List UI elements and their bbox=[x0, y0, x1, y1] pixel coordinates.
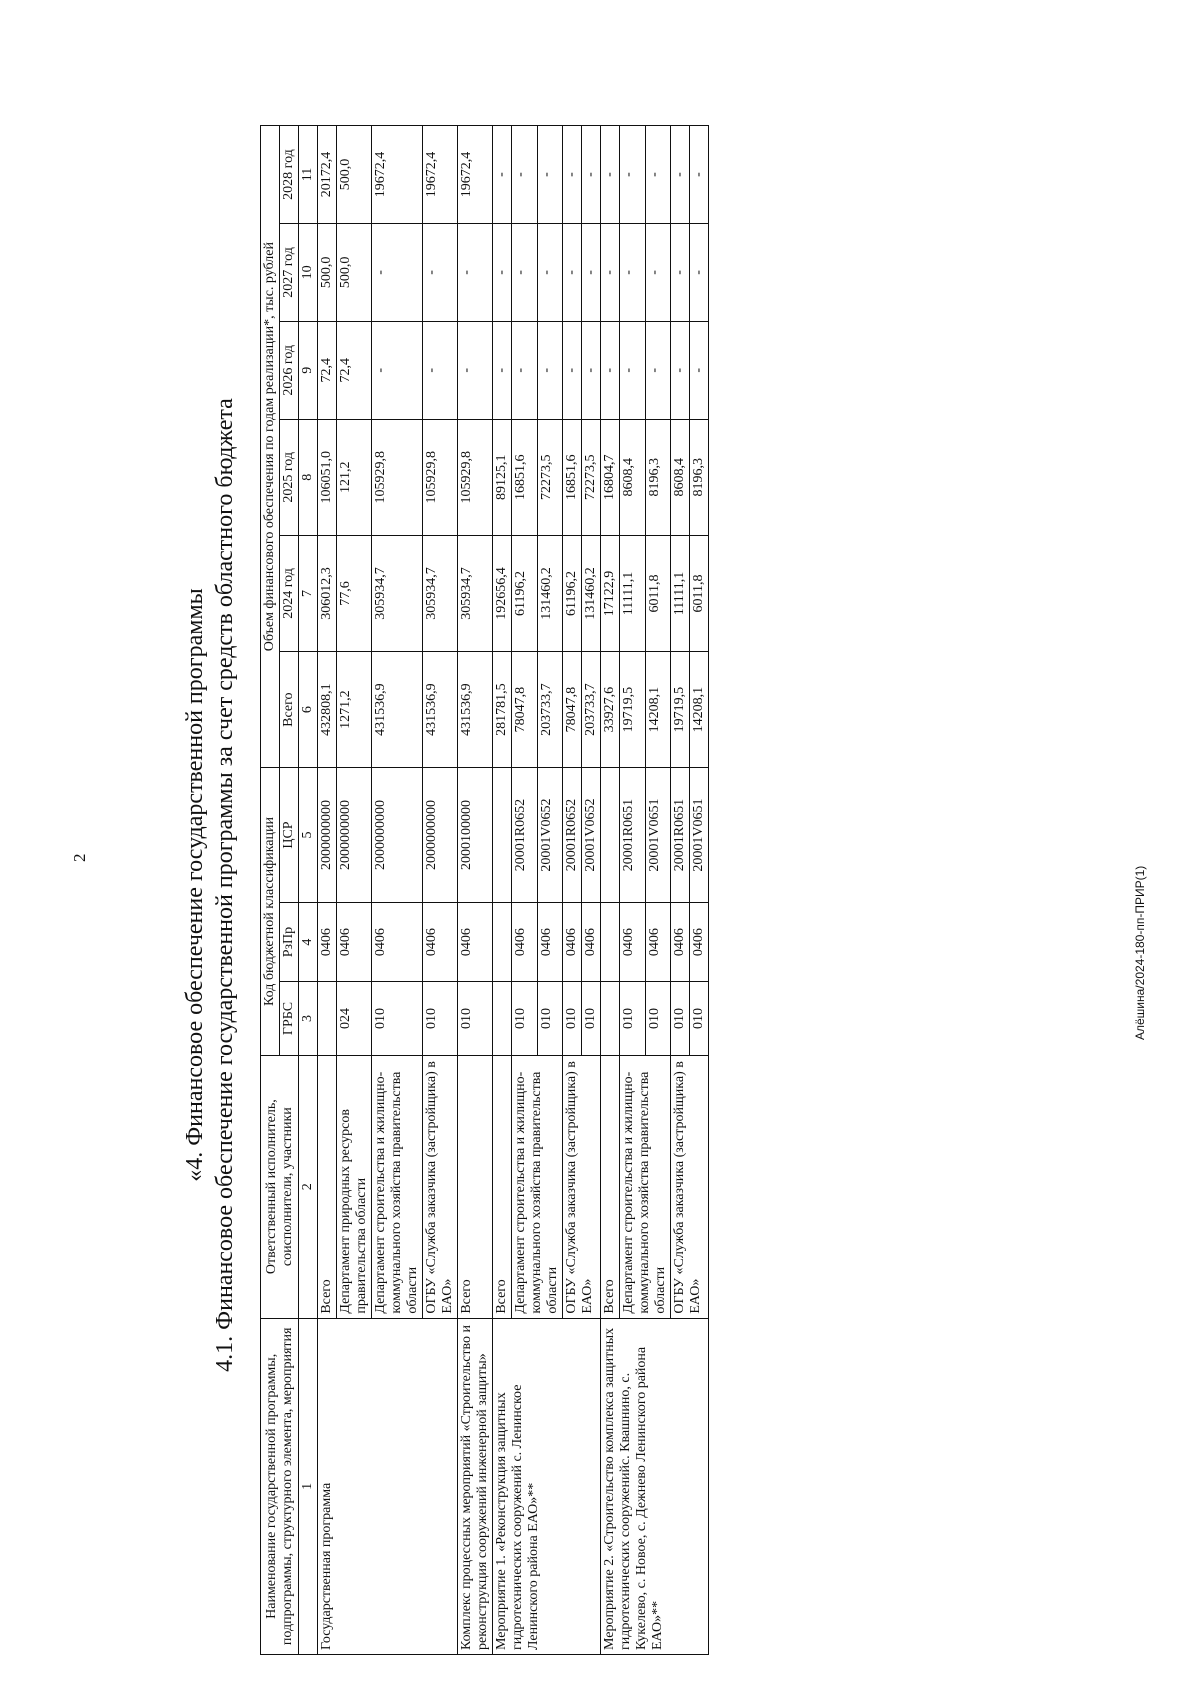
table-row bbox=[318, 126, 337, 1655]
csr-cell bbox=[493, 768, 512, 903]
y2028-cell: - bbox=[620, 126, 646, 224]
document-code: Алёшина/2024-180-пп-ПРИР(1) bbox=[1133, 865, 1147, 1040]
page-number: 2 bbox=[70, 853, 89, 862]
grbs-cell bbox=[318, 982, 337, 1055]
col-number: 6 bbox=[299, 652, 318, 768]
header-volume: Объем финансового обеспечения по годам реализации*, тыс. рублей bbox=[261, 126, 280, 768]
csr-cell: 2000000000 bbox=[372, 768, 423, 903]
grbs-cell: 010 bbox=[458, 982, 493, 1055]
y2026-cell: - bbox=[601, 321, 620, 419]
total-cell: 14208,1 bbox=[690, 652, 709, 768]
responsible-cell: Всего bbox=[601, 1055, 620, 1318]
header-2028: 2028 год bbox=[280, 126, 299, 224]
y2025-cell: 89125,1 bbox=[493, 419, 512, 535]
csr-cell: 20001R0652 bbox=[512, 768, 538, 903]
y2024-cell: 17122,9 bbox=[601, 535, 620, 651]
header-2024: 2024 год bbox=[280, 535, 299, 651]
csr-cell: 2000000000 bbox=[337, 768, 372, 903]
y2024-cell: 61196,2 bbox=[563, 535, 582, 651]
y2025-cell: 105929,8 bbox=[458, 419, 493, 535]
y2028-cell: - bbox=[582, 126, 601, 224]
header-budget-code: Код бюджетной классификации bbox=[261, 768, 280, 1055]
total-cell: 281781,5 bbox=[493, 652, 512, 768]
y2027-cell: - bbox=[493, 224, 512, 322]
y2025-cell: 8196,3 bbox=[690, 419, 709, 535]
rzpr-cell: 0406 bbox=[512, 902, 538, 982]
rzpr-cell: 0406 bbox=[620, 902, 646, 982]
y2028-cell: - bbox=[563, 126, 582, 224]
y2027-cell: - bbox=[372, 224, 423, 322]
y2027-cell: - bbox=[601, 224, 620, 322]
y2025-cell: 105929,8 bbox=[372, 419, 423, 535]
y2026-cell: 72,4 bbox=[318, 321, 337, 419]
csr-cell: 2000100000 bbox=[458, 768, 493, 903]
grbs-cell: 010 bbox=[512, 982, 538, 1055]
y2024-cell: 131460,2 bbox=[537, 535, 563, 651]
rzpr-cell: 0406 bbox=[582, 902, 601, 982]
rotated-content bbox=[180, 115, 1120, 1655]
header-2025: 2025 год bbox=[280, 419, 299, 535]
table-row bbox=[493, 126, 512, 1655]
y2027-cell: - bbox=[458, 224, 493, 322]
header-2027: 2027 год bbox=[280, 224, 299, 322]
y2027-cell: - bbox=[645, 224, 671, 322]
grbs-cell: 010 bbox=[620, 982, 646, 1055]
total-cell: 19719,5 bbox=[671, 652, 690, 768]
grbs-cell: 010 bbox=[645, 982, 671, 1055]
y2027-cell: - bbox=[620, 224, 646, 322]
section-title: «4. Финансовое обеспечение государственной программы bbox=[182, 588, 208, 1182]
grbs-cell: 010 bbox=[372, 982, 423, 1055]
responsible-cell: ОГБУ «Служба заказчика (застройщика) в ЕАО» bbox=[423, 1055, 458, 1318]
measure-1-name-cell: Мероприятие 1. «Реконструкция защитных гидротехнических сооружений с. Ленинское Ленинского района ЕАО»** bbox=[493, 1318, 601, 1654]
y2027-cell: - bbox=[512, 224, 538, 322]
y2025-cell: 16804,7 bbox=[601, 419, 620, 535]
y2025-cell: 105929,8 bbox=[423, 419, 458, 535]
y2025-cell: 8608,4 bbox=[620, 419, 646, 535]
program-name-cell: Государственная программа bbox=[318, 1318, 458, 1654]
financing-table bbox=[260, 125, 709, 1655]
y2028-cell: - bbox=[645, 126, 671, 224]
total-cell: 78047,8 bbox=[512, 652, 538, 768]
total-cell: 203733,7 bbox=[537, 652, 563, 768]
responsible-cell: Всего bbox=[493, 1055, 512, 1318]
header-2026: 2026 год bbox=[280, 321, 299, 419]
responsible-cell: ОГБУ «Служба заказчика (застройщика) в ЕАО» bbox=[563, 1055, 601, 1318]
y2024-cell: 61196,2 bbox=[512, 535, 538, 651]
table-row bbox=[601, 126, 620, 1655]
y2026-cell: - bbox=[512, 321, 538, 419]
column-number-row bbox=[299, 126, 318, 1655]
csr-cell bbox=[601, 768, 620, 903]
y2024-cell: 77,6 bbox=[337, 535, 372, 651]
y2027-cell: 500,0 bbox=[318, 224, 337, 322]
total-cell: 19719,5 bbox=[620, 652, 646, 768]
y2025-cell: 8196,3 bbox=[645, 419, 671, 535]
rzpr-cell: 0406 bbox=[563, 902, 582, 982]
y2024-cell: 131460,2 bbox=[582, 535, 601, 651]
col-number: 1 bbox=[299, 1318, 318, 1654]
total-cell: 203733,7 bbox=[582, 652, 601, 768]
rzpr-cell bbox=[601, 902, 620, 982]
responsible-cell: Департамент строительства и жилищно-коммунального хозяйства правительства области bbox=[512, 1055, 563, 1318]
header-name: Наименование государственной программы, подпрограммы, структурного элемента, мероприятия bbox=[261, 1318, 299, 1654]
y2026-cell: - bbox=[372, 321, 423, 419]
complex-name-cell: Комплекс процессных мероприятий «Строительство и реконструкция сооружений инженерной защиты» bbox=[458, 1318, 493, 1654]
rzpr-cell: 0406 bbox=[537, 902, 563, 982]
y2025-cell: 72273,5 bbox=[537, 419, 563, 535]
y2024-cell: 305934,7 bbox=[458, 535, 493, 651]
y2028-cell: - bbox=[493, 126, 512, 224]
y2026-cell: - bbox=[458, 321, 493, 419]
section-subtitle: 4.1. Финансовое обеспечение государственной программы за счет средств областного бюджета bbox=[212, 398, 238, 1372]
rzpr-cell bbox=[493, 902, 512, 982]
y2025-cell: 106051,0 bbox=[318, 419, 337, 535]
y2028-cell: - bbox=[671, 126, 690, 224]
total-cell: 431536,9 bbox=[372, 652, 423, 768]
total-cell: 1271,2 bbox=[337, 652, 372, 768]
y2024-cell: 305934,7 bbox=[372, 535, 423, 651]
y2026-cell: - bbox=[493, 321, 512, 419]
grbs-cell: 010 bbox=[563, 982, 582, 1055]
rzpr-cell: 0406 bbox=[645, 902, 671, 982]
responsible-cell: Всего bbox=[458, 1055, 493, 1318]
total-cell: 431536,9 bbox=[423, 652, 458, 768]
col-number: 7 bbox=[299, 535, 318, 651]
y2028-cell: - bbox=[512, 126, 538, 224]
y2027-cell: 500,0 bbox=[337, 224, 372, 322]
grbs-cell bbox=[601, 982, 620, 1055]
col-number: 2 bbox=[299, 1055, 318, 1318]
rzpr-cell: 0406 bbox=[458, 902, 493, 982]
responsible-cell: Департамент строительства и жилищно-коммунального хозяйства правительства области bbox=[620, 1055, 671, 1318]
grbs-cell: 010 bbox=[423, 982, 458, 1055]
csr-cell: 20001R0651 bbox=[671, 768, 690, 903]
col-number: 9 bbox=[299, 321, 318, 419]
y2025-cell: 121,2 bbox=[337, 419, 372, 535]
grbs-cell bbox=[493, 982, 512, 1055]
y2026-cell: - bbox=[537, 321, 563, 419]
table-row bbox=[458, 126, 493, 1655]
col-number: 11 bbox=[299, 126, 318, 224]
y2026-cell: - bbox=[423, 321, 458, 419]
y2028-cell: - bbox=[601, 126, 620, 224]
responsible-cell: ОГБУ «Служба заказчика (застройщика) в ЕАО» bbox=[671, 1055, 709, 1318]
y2028-cell: 19672,4 bbox=[458, 126, 493, 224]
responsible-cell: Департамент природных ресурсов правительства области bbox=[337, 1055, 372, 1318]
y2026-cell: - bbox=[690, 321, 709, 419]
y2024-cell: 11111,1 bbox=[671, 535, 690, 651]
total-cell: 33927,6 bbox=[601, 652, 620, 768]
col-number: 3 bbox=[299, 982, 318, 1055]
y2026-cell: - bbox=[645, 321, 671, 419]
rzpr-cell: 0406 bbox=[690, 902, 709, 982]
col-number: 10 bbox=[299, 224, 318, 322]
header-rzpr: РзПр bbox=[280, 902, 299, 982]
y2024-cell: 11111,1 bbox=[620, 535, 646, 651]
y2028-cell: 500,0 bbox=[337, 126, 372, 224]
y2027-cell: - bbox=[582, 224, 601, 322]
rzpr-cell: 0406 bbox=[318, 902, 337, 982]
rzpr-cell: 0406 bbox=[337, 902, 372, 982]
rzpr-cell: 0406 bbox=[423, 902, 458, 982]
header-grbs: ГРБС bbox=[280, 982, 299, 1055]
header-total: Всего bbox=[280, 652, 299, 768]
responsible-cell: Всего bbox=[318, 1055, 337, 1318]
header-responsible: Ответственный исполнитель, соисполнители, участники bbox=[261, 1055, 299, 1318]
csr-cell: 20001V0652 bbox=[582, 768, 601, 903]
header-csr: ЦСР bbox=[280, 768, 299, 903]
y2025-cell: 72273,5 bbox=[582, 419, 601, 535]
y2024-cell: 6011,8 bbox=[690, 535, 709, 651]
csr-cell: 2000000000 bbox=[318, 768, 337, 903]
total-cell: 78047,8 bbox=[563, 652, 582, 768]
total-cell: 14208,1 bbox=[645, 652, 671, 768]
grbs-cell: 010 bbox=[690, 982, 709, 1055]
csr-cell: 20001R0652 bbox=[563, 768, 582, 903]
col-number: 5 bbox=[299, 768, 318, 903]
y2028-cell: 19672,4 bbox=[372, 126, 423, 224]
grbs-cell: 010 bbox=[582, 982, 601, 1055]
y2026-cell: - bbox=[563, 321, 582, 419]
csr-cell: 20001V0651 bbox=[690, 768, 709, 903]
rzpr-cell: 0406 bbox=[671, 902, 690, 982]
rzpr-cell: 0406 bbox=[372, 902, 423, 982]
y2024-cell: 306012,3 bbox=[318, 535, 337, 651]
grbs-cell: 024 bbox=[337, 982, 372, 1055]
grbs-cell: 010 bbox=[537, 982, 563, 1055]
y2027-cell: - bbox=[671, 224, 690, 322]
csr-cell: 20001V0651 bbox=[645, 768, 671, 903]
y2026-cell: - bbox=[582, 321, 601, 419]
y2026-cell: - bbox=[620, 321, 646, 419]
col-number: 8 bbox=[299, 419, 318, 535]
csr-cell: 20001V0652 bbox=[537, 768, 563, 903]
y2026-cell: 72,4 bbox=[337, 321, 372, 419]
csr-cell: 2000000000 bbox=[423, 768, 458, 903]
y2025-cell: 8608,4 bbox=[671, 419, 690, 535]
y2024-cell: 305934,7 bbox=[423, 535, 458, 651]
y2028-cell: 20172,4 bbox=[318, 126, 337, 224]
y2024-cell: 192656,4 bbox=[493, 535, 512, 651]
col-number: 4 bbox=[299, 902, 318, 982]
total-cell: 432808,1 bbox=[318, 652, 337, 768]
y2025-cell: 16851,6 bbox=[563, 419, 582, 535]
responsible-cell: Департамент строительства и жилищно-коммунального хозяйства правительства области bbox=[372, 1055, 423, 1318]
y2026-cell: - bbox=[671, 321, 690, 419]
measure-2-name-cell: Мероприятие 2. «Строительство комплекса защитных гидротехнических сооруженийс. Квашнино, с. Кукелево, с. Новое, с. Дежнево Ленинского района ЕАО»** bbox=[601, 1318, 709, 1654]
y2024-cell: 6011,8 bbox=[645, 535, 671, 651]
y2028-cell: - bbox=[690, 126, 709, 224]
y2025-cell: 16851,6 bbox=[512, 419, 538, 535]
y2028-cell: - bbox=[537, 126, 563, 224]
y2027-cell: - bbox=[537, 224, 563, 322]
y2027-cell: - bbox=[690, 224, 709, 322]
grbs-cell: 010 bbox=[671, 982, 690, 1055]
csr-cell: 20001R0651 bbox=[620, 768, 646, 903]
y2027-cell: - bbox=[563, 224, 582, 322]
total-cell: 431536,9 bbox=[458, 652, 493, 768]
y2027-cell: - bbox=[423, 224, 458, 322]
y2028-cell: 19672,4 bbox=[423, 126, 458, 224]
